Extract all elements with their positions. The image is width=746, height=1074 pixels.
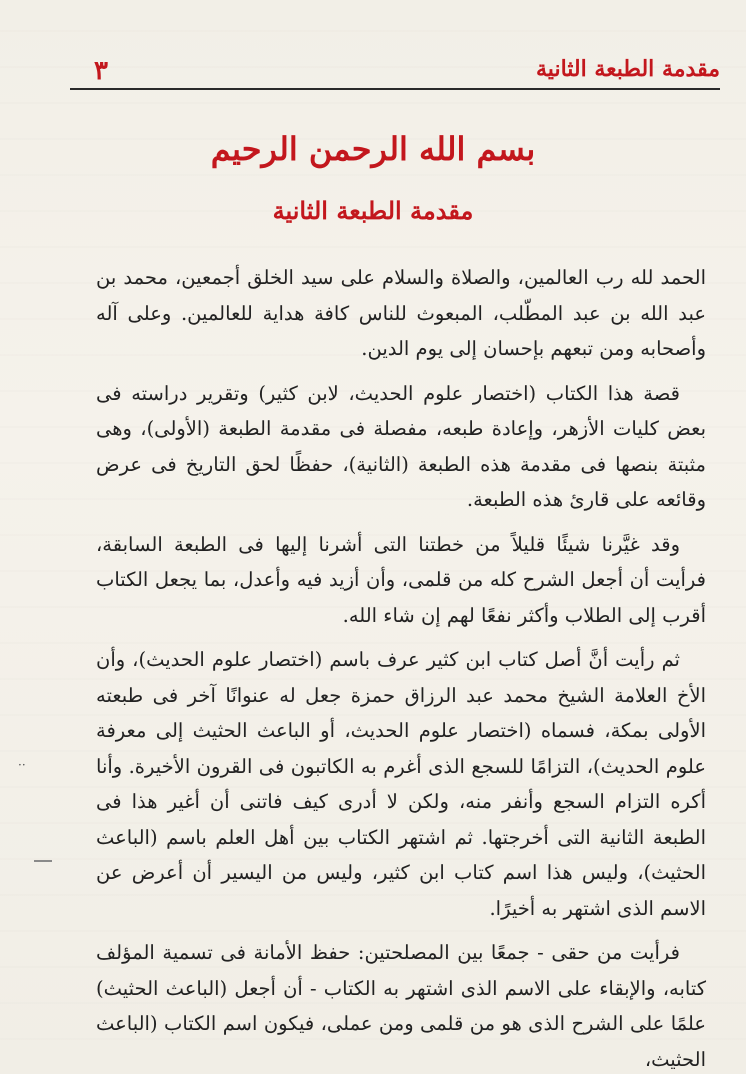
paragraph: وقد غيَّرنا شيئًا قليلاً من خطتنا التى أشرنا إليها فى الطبعة السابقة، فرأيت أن أجعل الشرح كله من قلمى، وأن أزيد فيه وأعدل، بما يجعل الكتاب أقرب إلى الطلاب وأكثر نفعًا لهم إن شاء الله. xyxy=(96,532,706,627)
running-title: مقدمة الطبعة الثانية xyxy=(536,56,720,82)
section-title: مقدمة الطبعة الثانية xyxy=(272,196,474,225)
margin-mark: ·· xyxy=(18,758,26,772)
paragraph: فرأيت من حقى - جمعًا بين المصلحتين: حفظ الأمانة فى تسمية المؤلف كتابه، والإبقاء على الاسم الذى اشتهر به الكتاب - أن أجعل (الباعث الحثيث) علمًا على الشرح الذى هو من قلمى ومن عملى، فيكون اسم الكتاب (الباعث الحثيث، xyxy=(96,941,706,1071)
paragraph: الحمد لله رب العالمين، والصلاة والسلام على سيد الخلق أجمعين، محمد بن عبد الله بن عبد المطّلب، المبعوث للناس كافة هداية للعالمين. وعلى آله وأصحابه ومن تبعهم بإحسان إلى يوم الدين. xyxy=(96,266,706,360)
margin-dash xyxy=(34,860,52,862)
page-header xyxy=(70,50,720,90)
basmala-calligraphy: بسم الله الرحمن الرحيم xyxy=(210,130,536,168)
page-number: ٣ xyxy=(94,56,108,86)
paragraph: ثم رأيت أنَّ أصل كتاب ابن كثير عرف باسم (اختصار علوم الحديث)، وأن الأخ العلامة الشيخ محمد عبد الرزاق حمزة جعل له عنوانًا آخر فى طبعته الأولى بمكة، فسماه (اختصار علوم الحديث، أو الباعث الحثيث إلى معرفة علوم الحديث)، التزامًا للسجع الذى أغرم به الكاتبون فى القرون الأخيرة. وأنا أكره التزام السجع وأنفر منه، ولكن لا أدرى كيف فاتنى أن أغير هذا فى الطبعة الثانية التى أخرجتها. ثم اشتهر الكتاب بين أهل العلم باسم (الباعث الحثيث)، وليس هذا اسم كتاب ابن كثير، وليس من اليسير أن أعرض عن الاسم الذى اشتهر به أخيرًا. xyxy=(96,648,706,920)
body-text xyxy=(96,260,706,1074)
paragraph: قصة هذا الكتاب (اختصار علوم الحديث، لابن كثير) وتقرير دراسته فى بعض كليات الأزهر، وإعادة طبعه، مفصلة فى مقدمة الطبعة (الأولى)، وهى مثبتة بنصها فى مقدمة هذه الطبعة (الثانية)، حفظًا لحق التاريخ فى عرض وقائعه على قارئ هذه الطبعة. xyxy=(96,381,706,511)
header-rule xyxy=(70,88,720,90)
